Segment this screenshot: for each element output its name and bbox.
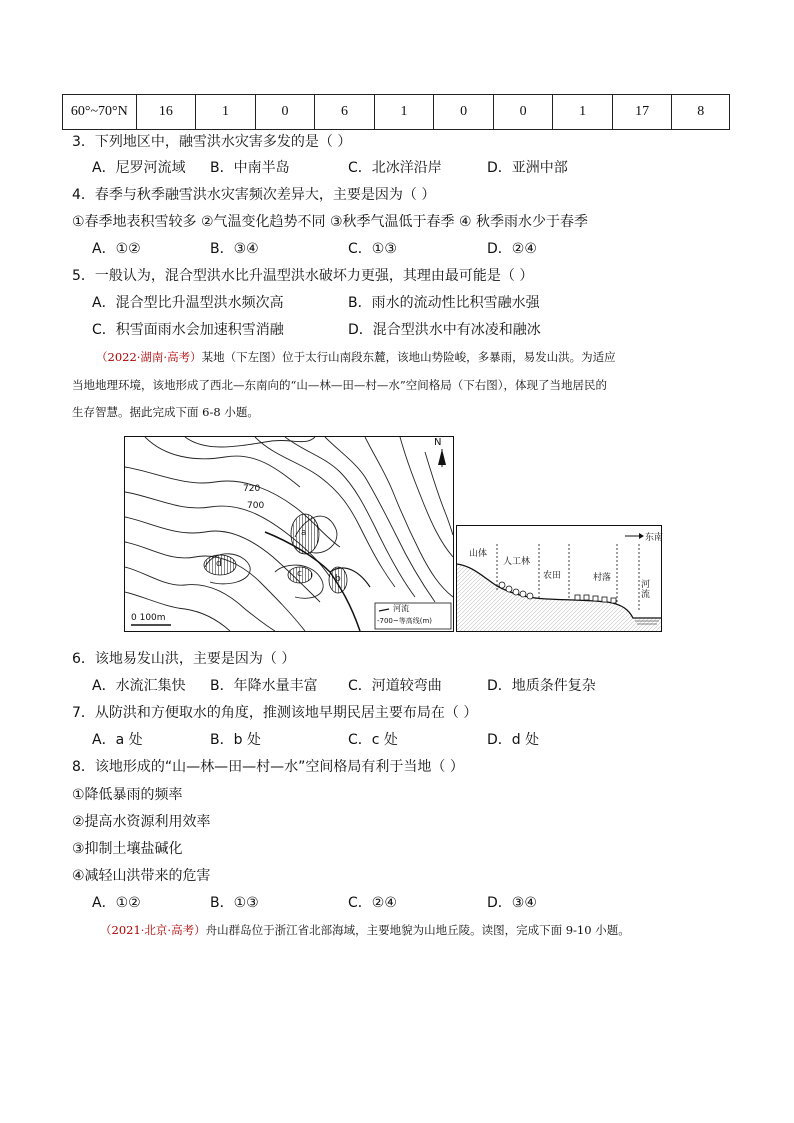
q6-option-d[interactable]: D．地质条件复杂 xyxy=(487,678,596,694)
q8-option-d[interactable]: D．③④ xyxy=(487,895,537,911)
zone-farmland: 农田 xyxy=(543,571,562,581)
q5-option-d[interactable]: D．混合型洪水中有冰凌和融冰 xyxy=(348,322,541,338)
source-tag: （2021·北京·高考） xyxy=(100,923,206,937)
q4-option-c[interactable]: C．①③ xyxy=(348,241,397,257)
q8-option-b[interactable]: B．①③ xyxy=(210,895,259,911)
source-tag: （2022·湖南·高考） xyxy=(96,350,202,364)
profile-diagram xyxy=(456,525,662,632)
legend-river: 河流 xyxy=(393,604,409,613)
contour-map xyxy=(124,436,454,632)
q8-statement-2: ②提高水资源利用效率 xyxy=(72,814,211,830)
zone-mountain: 山体 xyxy=(469,549,488,559)
q3-option-c[interactable]: C．北冰洋沿岸 xyxy=(348,160,442,176)
scale-label: 0 100m xyxy=(131,613,166,623)
table-cell: 0 xyxy=(493,95,553,130)
q7-option-c[interactable]: C．c 处 xyxy=(348,732,398,748)
table-cell: 16 xyxy=(136,95,196,130)
q6-option-c[interactable]: C．河道较弯曲 xyxy=(348,678,442,694)
contour-label-700: 700 xyxy=(247,501,265,511)
q6-option-b[interactable]: B．年降水量丰富 xyxy=(210,678,318,694)
q7-option-b[interactable]: B．b 处 xyxy=(210,732,261,748)
table-cell: 6 xyxy=(315,95,375,130)
data-table xyxy=(62,94,730,130)
question-8-stem: 8．该地形成的“山—林—田—村—水”空间格局有利于当地（ ） xyxy=(72,759,464,775)
question-7-stem: 7．从防洪和方便取水的角度，推测该地早期民居主要布局在（ ） xyxy=(72,705,478,721)
table-cell: 1 xyxy=(553,95,613,130)
passage-text: 舟山群岛位于浙江省北部海域，主要地貌为山地丘陵。读图，完成下面 9-10 小题。 xyxy=(205,923,630,937)
zone-label-c: c xyxy=(297,569,302,579)
north-label: N xyxy=(434,437,442,448)
table-cell: 1 xyxy=(196,95,256,130)
zone-label-a: a xyxy=(301,528,307,538)
q7-option-a[interactable]: A．a 处 xyxy=(92,732,143,748)
q8-statement-1: ①降低暴雨的频率 xyxy=(72,787,183,803)
q8-statement-4: ④减轻山洪带来的危害 xyxy=(72,868,211,884)
zone-village: 村落 xyxy=(593,573,612,583)
passage-intro-line1 xyxy=(96,349,616,365)
q8-statement-3: ③抑制土壤盐碱化 xyxy=(72,841,183,857)
question-4-stem: 4．春季与秋季融雪洪水灾害频次差异大，主要是因为（ ） xyxy=(72,187,436,203)
q7-option-d[interactable]: D．d 处 xyxy=(487,732,540,748)
zone-label-d: d xyxy=(216,559,222,569)
table-cell: 0 xyxy=(434,95,494,130)
table-cell: 17 xyxy=(612,95,672,130)
question-3-stem: 3．下列地区中，融雪洪水灾害多发的是（ ） xyxy=(72,134,352,150)
q8-option-c[interactable]: C．②④ xyxy=(348,895,397,911)
question-6-stem: 6．该地易发山洪，主要是因为（ ） xyxy=(72,651,296,667)
q6-option-a[interactable]: A．水流汇集快 xyxy=(92,678,186,694)
q4-option-d[interactable]: D．②④ xyxy=(487,241,537,257)
contour-label-720: 720 xyxy=(243,484,261,494)
q8-option-a[interactable]: A．①② xyxy=(92,895,141,911)
q3-option-a[interactable]: A．尼罗河流域 xyxy=(92,160,186,176)
q3-option-b[interactable]: B．中南半岛 xyxy=(210,160,290,176)
passage-intro-9-10 xyxy=(100,922,630,938)
q5-option-b[interactable]: B．雨水的流动性比积雪融水强 xyxy=(348,295,540,311)
table-cell: 60°~70°N xyxy=(63,95,137,130)
legend-contour: -700~等高线(m) xyxy=(377,617,433,625)
table-cell: 1 xyxy=(374,95,434,130)
contour-map-drawing xyxy=(125,437,453,631)
q3-option-d[interactable]: D．亚洲中部 xyxy=(487,160,568,176)
q5-option-c[interactable]: C．积雪面雨水会加速积雪消融 xyxy=(92,322,284,338)
passage-intro-line3: 生存智慧。据此完成下面 6-8 小题。 xyxy=(72,405,259,419)
table-cell: 8 xyxy=(672,95,730,130)
q5-option-a[interactable]: A．混合型比升温型洪水频次高 xyxy=(92,295,284,311)
passage-text: 某地（下左图）位于太行山南段东麓，该地山势险峻，多暴雨，易发山洪。为适应 xyxy=(201,350,616,364)
zone-forest: 人工林 xyxy=(503,557,531,567)
zone-river: 河流 xyxy=(641,580,651,600)
q4-option-b[interactable]: B．③④ xyxy=(210,241,259,257)
zone-label-b: b xyxy=(335,574,341,584)
q4-statements: ①春季地表积雪较多 ②气温变化趋势不同 ③秋季气温低于春季 ④ 秋季雨水少于春季 xyxy=(72,214,589,230)
table-row xyxy=(63,95,730,130)
table-cell: 0 xyxy=(255,95,315,130)
passage-intro-line2: 当地地理环境，该地形成了西北—东南向的“山—林—田—村—水”空间格局（下右图），体现了当地居民的 xyxy=(72,378,608,392)
direction-label: 东南 xyxy=(645,533,664,543)
question-5-stem: 5．一般认为，混合型洪水比升温型洪水破坏力更强，其理由最可能是（ ） xyxy=(72,268,534,284)
q4-option-a[interactable]: A．①② xyxy=(92,241,141,257)
